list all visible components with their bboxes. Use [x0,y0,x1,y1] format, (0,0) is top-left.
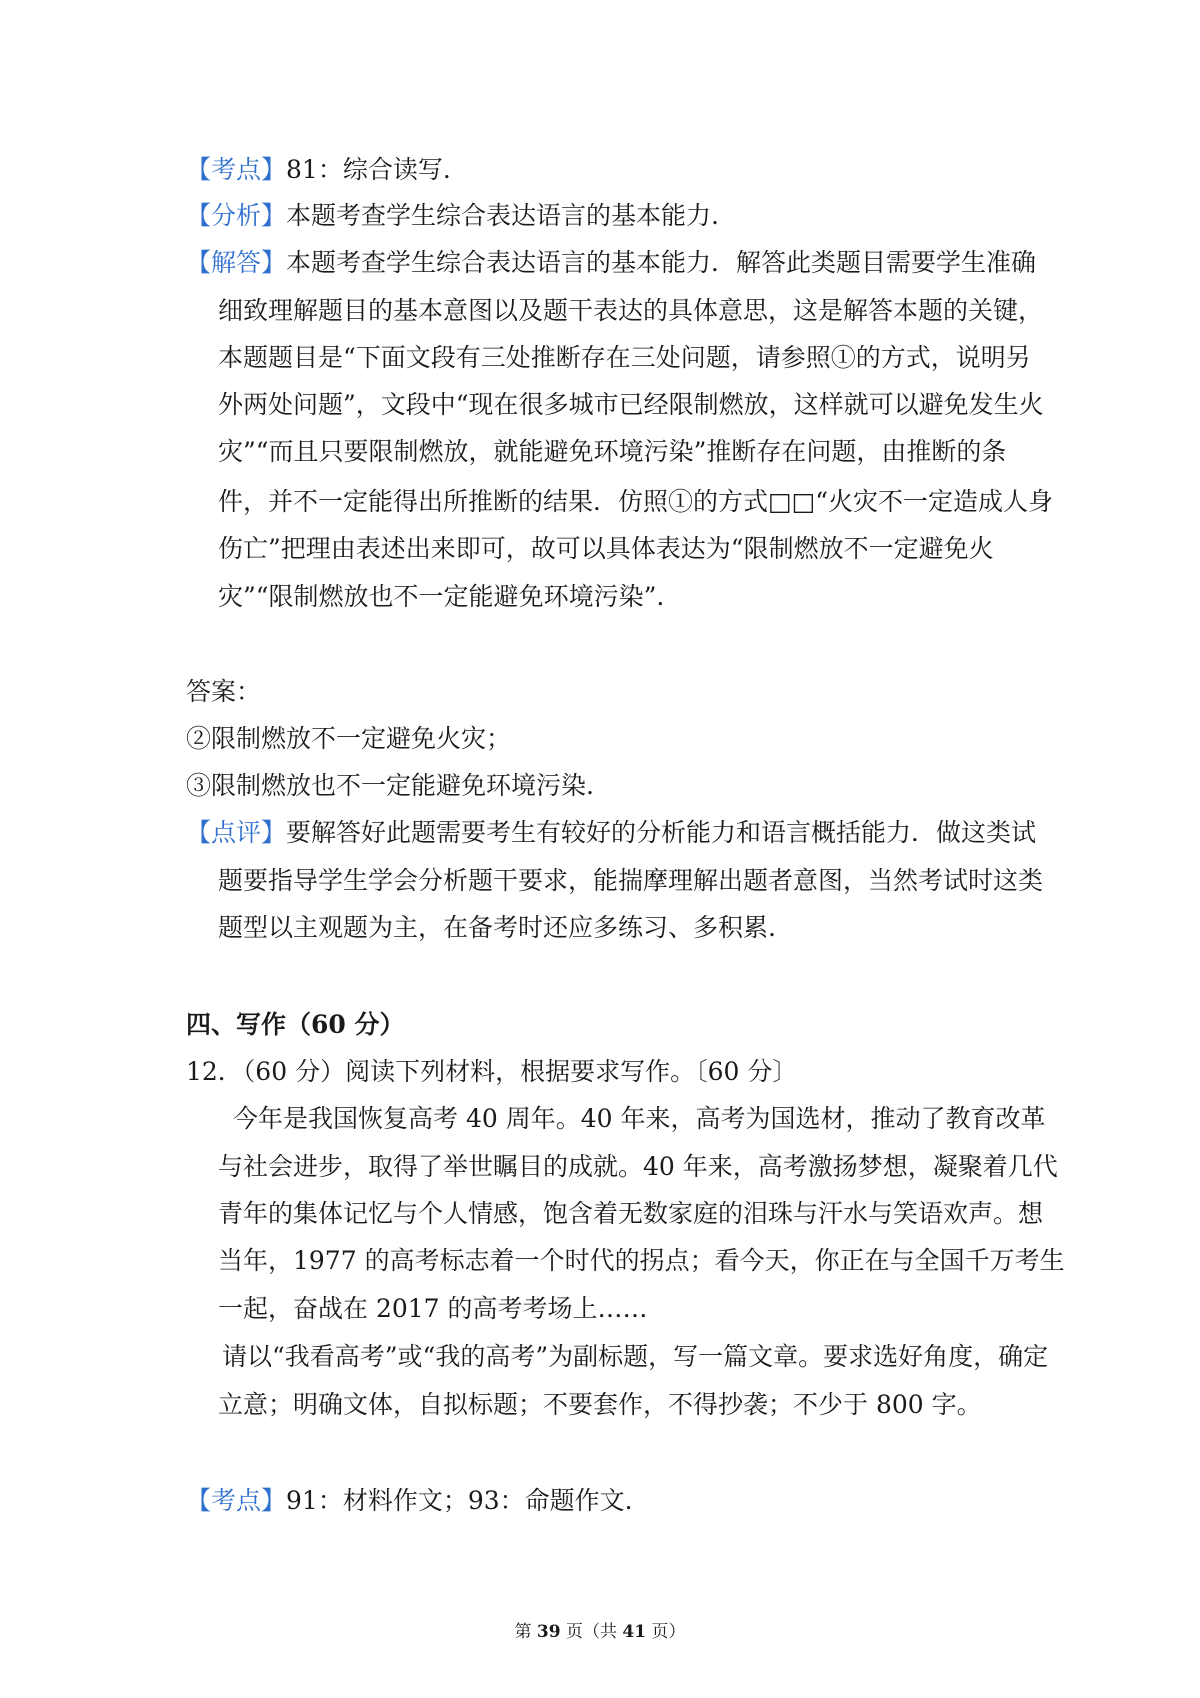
section-title: 四、写作（60 分） [186,1010,405,1039]
kaodian-text: 81：综合读写. [286,155,451,184]
kaodian-line [186,155,451,185]
jieda-line-5: 件，并不一定能得出所推断的结果．仿照①的方式□□“火灾不一定造成人身 [218,487,1054,516]
fenxi-line [186,201,719,231]
dianping-tag: 【点评】 [186,818,287,847]
footer-middle: 页（共 [560,1622,623,1642]
jieda-line-1: 细致理解题目的基本意图以及题干表达的具体意思，这是解答本题的关键， [218,296,1044,325]
dianping-line-0: 要解答好此题需要考生有较好的分析能力和语言概括能力．做这类试 [286,818,1037,847]
fenxi-tag: 【分析】 [186,201,287,230]
page-footer [0,1621,1200,1643]
kaodian2-line [186,1486,633,1516]
kaodian2-tag: 【考点】 [186,1486,287,1515]
answer-item-2: ②限制燃放不一定避免火灾； [186,724,512,753]
jieda-line-0: 本题考查学生综合表达语言的基本能力．解答此类题目需要学生准确 [286,248,1037,277]
question-12: 12．（60 分）阅读下列材料，根据要求写作。〔60 分〕 [186,1057,798,1086]
answer-item-3: ③限制燃放也不一定能避免环境污染. [186,771,594,800]
requirement-line-1: 立意；明确文体，自拟标题；不要套作，不得抄袭；不少于 800 字。 [218,1390,982,1419]
requirement-line-0: 请以“我看高考”或“我的高考”为副标题，写一篇文章。要求选好角度，确定 [222,1342,1049,1371]
footer-suffix: 页） [646,1622,686,1642]
dianping-line [186,818,1036,848]
dianping-line-2: 题型以主观题为主，在备考时还应多练习、多积累. [218,913,776,942]
dianping-line-1: 题要指导学生学会分析题干要求，能揣摩理解出题者意图，当然考试时这类 [218,866,1044,895]
jieda-line-4: 灾”“而且只要限制燃放，就能避免环境污染”推断存在问题，由推断的条 [218,437,1007,466]
jieda-line-7: 灾”“限制燃放也不一定能避免环境污染”. [218,582,665,611]
jieda-line-3: 外两处问题”，文段中“现在很多城市已经限制燃放，这样就可以避免发生火 [218,390,1044,419]
material-line-2: 青年的集体记忆与个人情感，饱含着无数家庭的泪珠与汗水与笑语欢声。想 [218,1199,1044,1228]
jieda-line-6: 伤亡”把理由表述出来即可，故可以具体表达为“限制燃放不一定避免火 [218,534,994,563]
jieda-tag: 【解答】 [186,248,287,277]
material-line-1: 与社会进步，取得了举世瞩目的成就。40 年来，高考激扬梦想，凝聚着几代 [218,1152,1058,1181]
footer-prefix: 第 [514,1622,537,1642]
material-line-3: 当年，1977 的高考标志着一个时代的拐点；看今天，你正在与全国千万考生 [218,1246,1065,1275]
jieda-line-2: 本题题目是“下面文段有三处推断存在三处问题，请参照①的方式，说明另 [218,343,1031,372]
jieda-line [186,248,1036,278]
material-line-0: 今年是我国恢复高考 40 周年。40 年来，高考为国选材，推动了教育改革 [233,1104,1046,1133]
kaodian2-text: 91：材料作文；93：命题作文. [286,1486,633,1515]
kaodian-tag: 【考点】 [186,155,287,184]
fenxi-text: 本题考查学生综合表达语言的基本能力. [286,201,719,230]
footer-page-number: 39 [536,1622,561,1642]
footer-total-pages: 41 [622,1622,647,1642]
answer-label: 答案： [186,677,262,706]
material-line-4: 一起，奋战在 2017 的高考考场上…… [218,1294,648,1323]
